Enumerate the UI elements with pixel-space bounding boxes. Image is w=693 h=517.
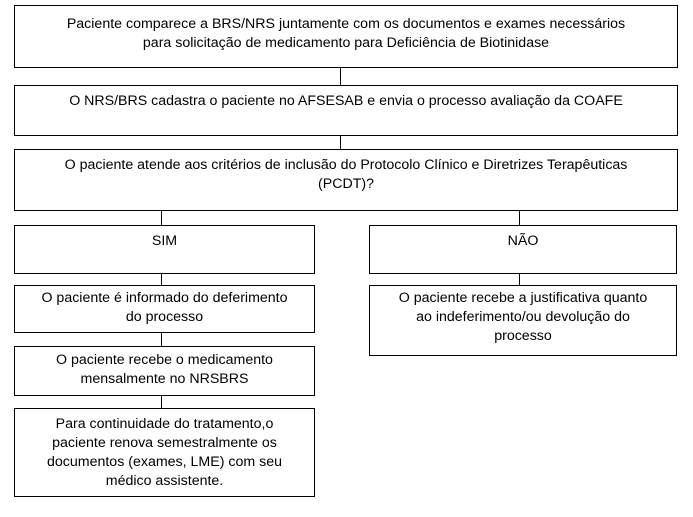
step-approval-informed: O paciente é informado do deferimento do processo xyxy=(14,285,315,333)
connector-line xyxy=(161,333,162,346)
branch-no: NÃO xyxy=(369,225,677,274)
connector-line xyxy=(161,274,162,285)
branch-yes: SIM xyxy=(14,225,315,274)
connector-line xyxy=(519,274,520,285)
decision-criteria: O paciente atende aos critérios de inclusão do Protocolo Clínico e Diretrizes Terapêuticas (PCDT)? xyxy=(14,149,678,211)
connector-line xyxy=(340,68,341,85)
connector-line xyxy=(161,211,162,225)
step-patient-arrives: Paciente comparece a BRS/NRS juntamente com os documentos e exames necessários para solicitação de medicamento para Deficiência de Biotinidase xyxy=(14,5,678,68)
connector-line xyxy=(340,136,341,149)
step-rejection-justification: O paciente recebe a justificativa quanto ao indeferimento/ou devolução do processo xyxy=(369,285,677,356)
connector-line xyxy=(161,396,162,408)
connector-line xyxy=(519,211,520,225)
step-renewal: Para continuidade do tratamento,o paciente renova semestralmente os documentos (exames, LME) com seu médico assistente. xyxy=(14,408,315,497)
step-registration: O NRS/BRS cadastra o paciente no AFSESAB e envia o processo avaliação da COAFE xyxy=(14,85,678,136)
step-receives-medication: O paciente recebe o medicamento mensalmente no NRSBRS xyxy=(14,346,315,396)
